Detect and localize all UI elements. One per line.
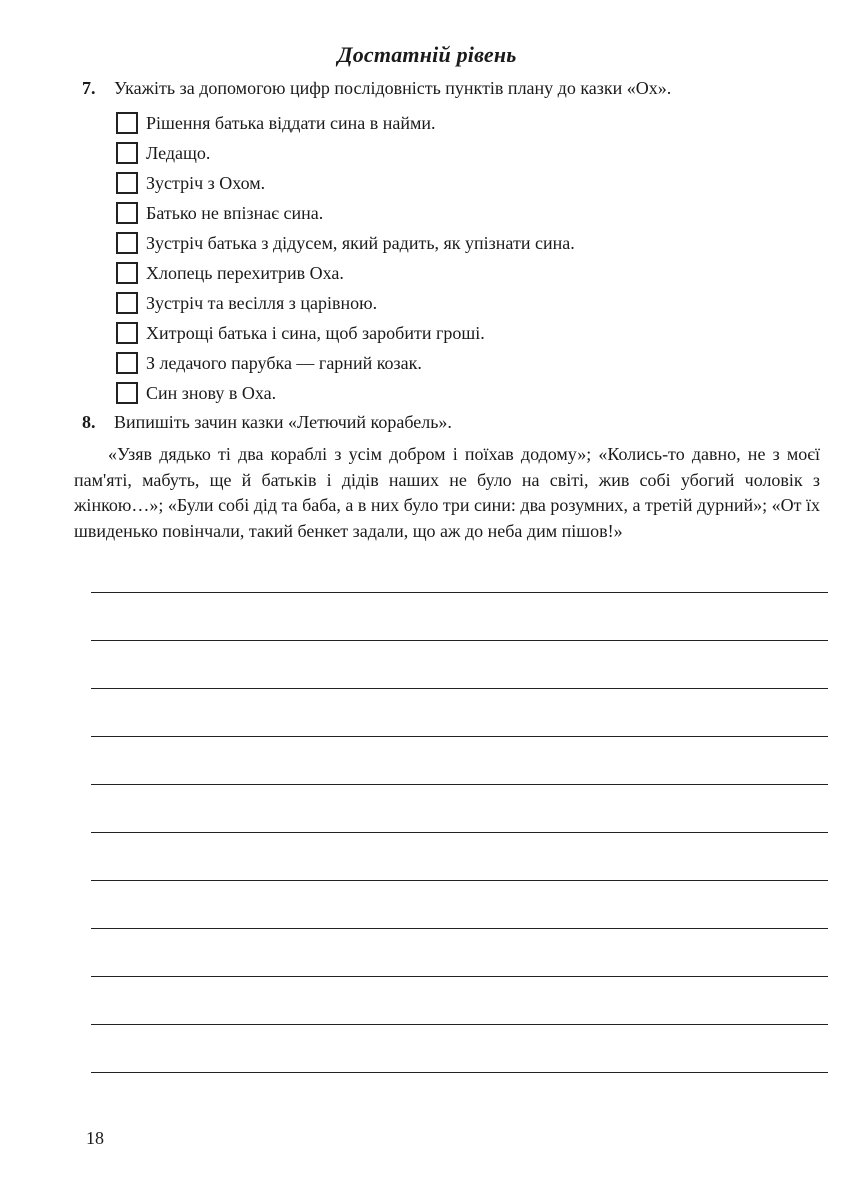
plan-item-label: Син знову в Оха. — [146, 382, 277, 403]
answer-line[interactable] — [91, 976, 828, 1024]
plan-item — [116, 378, 782, 408]
plan-item-label: Рішення батька віддати сина в найми. — [146, 112, 436, 133]
plan-item-label: Зустріч та весілля з царівною. — [146, 292, 378, 313]
task-8-passage: «Узяв дядько ті два кораблі з усім добром і поїхав додому»; «Колись-то давно, не з моєї пам'яті, мабуть, ще й батьків і дідів наших не було на світі, жив собі убогий чоловік з жінкою…»; «Були собі дід та баба, а в них було три сини: два розумних, а третій дурний»; «От їх швиденько повінчали, такий бенкет задали, що аж до неба дим пішов!» — [74, 444, 820, 541]
plan-item — [116, 318, 782, 348]
plan-list — [116, 108, 782, 408]
order-number-box[interactable] — [116, 292, 138, 314]
order-number-box[interactable] — [116, 142, 138, 164]
answer-line[interactable] — [91, 928, 828, 976]
plan-item-label: З ледачого парубка — гарний козак. — [146, 352, 422, 373]
plan-item-label: Хлопець перехитрив Оха. — [146, 262, 344, 283]
answer-line[interactable] — [91, 640, 828, 688]
plan-item — [116, 138, 782, 168]
order-number-box[interactable] — [116, 262, 138, 284]
answer-line[interactable] — [91, 1024, 828, 1072]
plan-item — [116, 198, 782, 228]
task-8 — [74, 410, 832, 544]
order-number-box[interactable] — [116, 172, 138, 194]
order-number-box[interactable] — [116, 202, 138, 224]
order-number-box[interactable] — [116, 352, 138, 374]
order-number-box[interactable] — [116, 322, 138, 344]
plan-item — [116, 228, 782, 258]
task-8-prompt-line — [82, 410, 832, 434]
order-number-box[interactable] — [116, 382, 138, 404]
answer-line[interactable] — [91, 688, 828, 736]
plan-item — [116, 168, 782, 198]
order-number-box[interactable] — [116, 232, 138, 254]
section-heading: Достатній рівень — [337, 42, 517, 67]
order-number-box[interactable] — [116, 112, 138, 134]
task-7-prompt: Укажіть за допомогою цифр послідовність пунктів плану до казки «Ох». — [114, 78, 672, 98]
task-7-prompt-line — [82, 76, 782, 100]
answer-line[interactable] — [91, 1072, 828, 1120]
task-8-prompt: Випишіть зачин казки «Летючий корабель». — [114, 412, 452, 432]
task-8-number: 8. — [82, 412, 96, 432]
plan-item — [116, 348, 782, 378]
plan-item — [116, 108, 782, 138]
plan-item-label: Хитрощі батька і сина, щоб заробити гроші. — [146, 322, 485, 343]
answer-line[interactable] — [91, 592, 828, 640]
plan-item — [116, 258, 782, 288]
plan-item-label: Зустріч з Охом. — [146, 172, 266, 193]
plan-item-label: Батько не впізнає сина. — [146, 202, 324, 223]
task-7-number: 7. — [82, 78, 96, 98]
task-7 — [82, 76, 782, 408]
answer-line[interactable] — [91, 784, 828, 832]
answer-area[interactable] — [91, 592, 828, 1120]
plan-item-label: Зустріч батька з дідусем, який радить, як упізнати сина. — [146, 232, 575, 253]
page-number: 18 — [86, 1128, 104, 1148]
plan-item-label: Ледащо. — [146, 142, 211, 163]
answer-line[interactable] — [91, 736, 828, 784]
answer-line[interactable] — [91, 880, 828, 928]
answer-line[interactable] — [91, 832, 828, 880]
plan-item — [116, 288, 782, 318]
